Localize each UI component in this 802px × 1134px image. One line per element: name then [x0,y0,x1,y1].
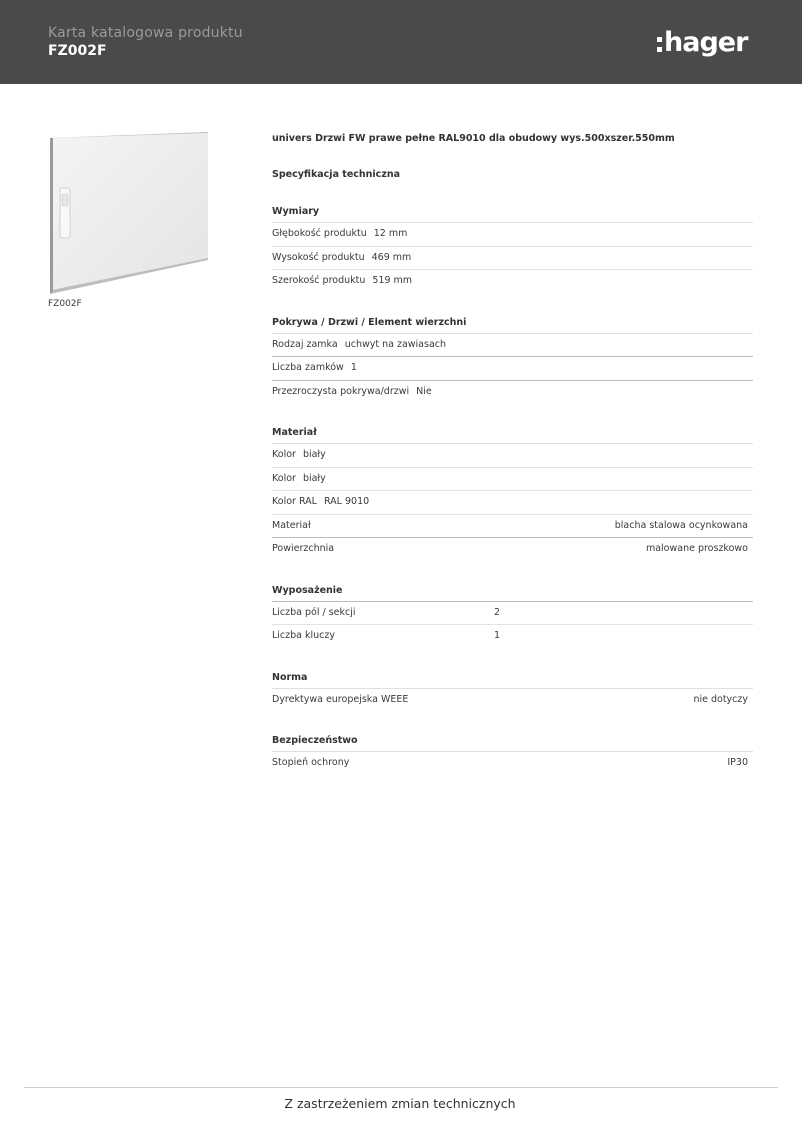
spec-value: blacha stalowa ocynkowana [614,519,748,531]
door-panel-image [48,130,210,296]
spec-value: 469 mm [371,251,412,263]
spec-row [272,223,753,247]
spec-label: Stopień ochrony [272,757,350,768]
spec-value: IP30 [727,757,748,768]
spec-value: 1 [350,362,357,373]
spec-value: 519 mm [372,275,413,286]
spec-row [272,468,753,492]
section-material [272,427,753,562]
spec-row [272,538,753,562]
spec-row [272,602,753,626]
spec-value: RAL 9010 [323,496,370,507]
spec-value: biały [302,472,326,484]
document-type: Karta katalogowa produktu [48,25,243,41]
spec-label: Powierzchnia [272,543,335,554]
section-safety [272,735,753,776]
page-header [0,0,802,84]
spec-value: 2 [494,606,501,618]
spec-label: Przezroczysta pokrywa/drzwi [272,385,410,397]
spec-label: Wysokość produktu [272,251,365,263]
logo-colon-icon [657,37,662,52]
spec-row [272,625,753,649]
section-cover [272,317,753,405]
footer-divider [24,1087,778,1088]
spec-row [272,689,753,713]
section-dimensions [272,206,753,294]
section-title: Pokrywa / Drzwi / Element wierzchni [272,317,753,334]
product-code: FZ002F [48,43,107,59]
spec-value: malowane proszkowo [645,543,748,554]
spec-row [272,357,753,381]
spec-value: Nie [416,385,432,397]
section-equipment [272,585,753,649]
section-title: Norma [272,672,753,689]
spec-label: Rodzaj zamka [272,338,338,350]
spec-row [272,381,753,405]
spec-row [272,752,753,776]
spec-row [272,270,753,294]
spec-row [272,515,753,539]
spec-label: Kolor [272,449,296,460]
product-content [272,133,753,776]
spec-label: Szerokość produktu [272,275,366,286]
hager-logo [657,22,747,62]
section-title: Wymiary [272,206,753,223]
spec-row [272,491,753,515]
spec-label: Materiał [272,519,311,531]
spec-value: nie dotyczy [693,693,748,705]
spec-label: Kolor RAL [272,496,317,507]
product-title: univers Drzwi FW prawe pełne RAL9010 dla obudowy wys.500xszer.550mm [272,133,675,144]
image-caption: FZ002F [48,299,82,309]
spec-value: uchwyt na zawiasach [344,338,447,350]
spec-row [272,247,753,271]
spec-value: 1 [494,630,501,641]
spec-label: Głębokość produktu [272,228,367,239]
spec-row [272,444,753,468]
section-norm [272,672,753,713]
footer-disclaimer: Z zastrzeżeniem zmian technicznych [284,1096,516,1111]
section-title: Materiał [272,427,753,444]
spec-label: Kolor [272,472,296,484]
specification-title: Specyfikacja techniczna [272,169,401,180]
section-title: Bezpieczeństwo [272,735,753,752]
spec-label: Liczba zamków [272,362,344,373]
spec-label: Dyrektywa europejska WEEE [272,693,409,705]
spec-row [272,334,753,358]
section-title: Wyposażenie [272,585,753,602]
logo-text: hager [664,26,748,58]
spec-value: biały [302,449,326,460]
spec-label: Liczba kluczy [272,630,336,641]
spec-value: 12 mm [373,228,408,239]
spec-label: Liczba pól / sekcji [272,606,356,618]
